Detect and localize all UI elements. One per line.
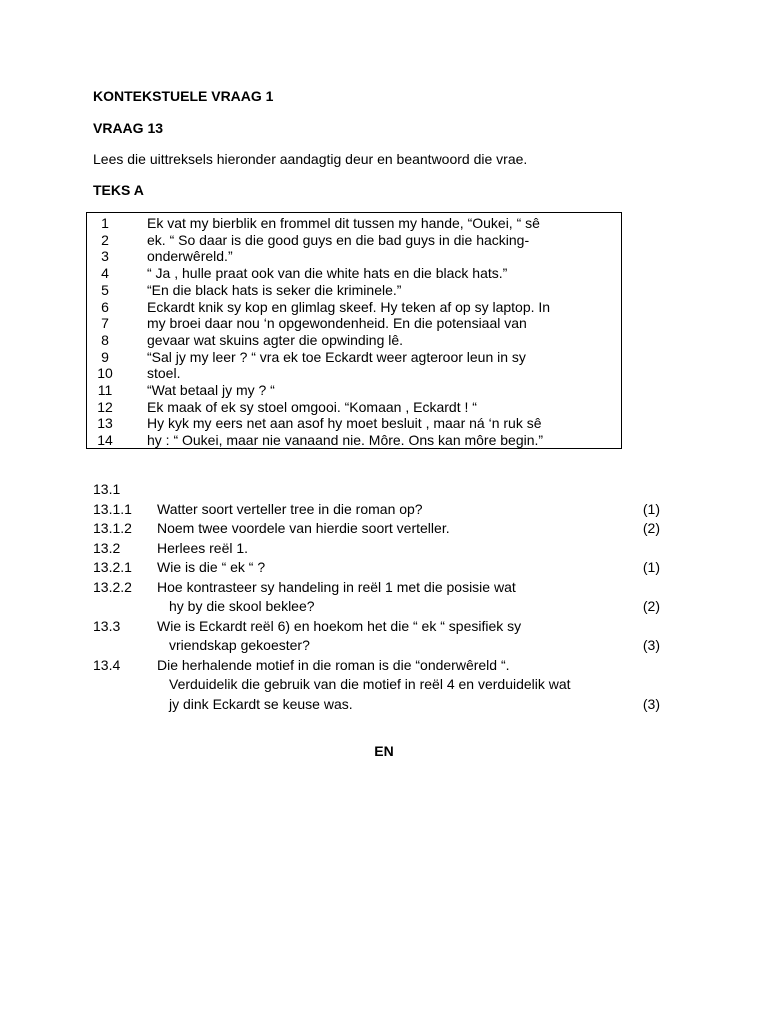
question-row: [93, 636, 668, 655]
question-row: [93, 500, 668, 519]
question-number: 13.2.1: [93, 559, 132, 575]
question-row: [93, 695, 668, 714]
line-text: hy : “ Oukei, maar nie vanaand nie. Môre. Ons kan môre begin.”: [147, 432, 544, 449]
question-number: 13.1.2: [93, 520, 132, 536]
line-number: 9: [101, 348, 109, 365]
line-text: Ek maak of ek sy stoel omgooi. “Komaan , Eckardt ! “: [147, 398, 477, 415]
line-text: “Wat betaal jy my ? “: [147, 382, 275, 398]
question-text: Hoe kontrasteer sy handeling in reël 1 met die posisie wat: [157, 578, 516, 595]
line-text: “En die black hats is seker die kriminele.”: [147, 281, 402, 298]
line-text: my broei daar nou ‘n opgewondenheid. En die potensiaal van: [147, 315, 527, 332]
question-text: Die herhalende motief in die roman is die “onderwêreld “.: [157, 656, 510, 673]
line-number: 7: [101, 315, 109, 332]
line-number: 8: [101, 331, 109, 348]
line-text: Eckardt knik sy kop en glimlag skeef. Hy teken af op sy laptop. In: [147, 298, 551, 315]
question-text: Wie is Eckardt reël 6) en hoekom het die “ ek “ spesifiek sy: [157, 617, 522, 634]
line-number: 12: [97, 398, 113, 415]
heading-question-13: VRAAG 13: [93, 120, 164, 136]
line-text: gevaar wat skuins agter die opwinding lê.: [147, 331, 404, 348]
question-row: [93, 558, 668, 577]
question-marks: (2): [642, 598, 660, 614]
line-text: “ Ja , hulle praat ook van die white hats en die black hats.”: [147, 265, 508, 282]
question-row: [93, 519, 668, 538]
instruction-text: Lees die uittreksels hieronder aandagtig deur en beantwoord die vrae.: [93, 151, 528, 167]
question-marks: (1): [642, 500, 660, 517]
question-row: [93, 617, 668, 636]
line-number: 1: [101, 215, 109, 231]
line-number: 11: [97, 382, 113, 398]
line-text: ek. “ So daar is die good guys en die bad guys in die hacking-: [147, 231, 530, 248]
line-number: 3: [101, 248, 109, 265]
question-row: [93, 675, 668, 694]
question-marks: (3): [642, 637, 660, 653]
question-text: Noem twee voordele van hierdie soort verteller.: [157, 520, 450, 536]
line-number: 14: [97, 432, 113, 449]
question-text: Herlees reël 1.: [157, 539, 249, 556]
heading-contextual-question: KONTEKSTUELE VRAAG 1: [93, 88, 274, 104]
question-number: 13.4: [93, 656, 121, 673]
question-number: 13.1.1: [93, 500, 132, 517]
line-text: “Sal jy my leer ? “ vra ek toe Eckardt weer agteroor leun in sy: [147, 348, 526, 365]
question-text: Watter soort verteller tree in die roman op?: [157, 500, 423, 517]
question-text: Verduidelik die gebruik van die motief in reël 4 en verduidelik wat: [169, 676, 571, 692]
question-number: 13.1: [93, 481, 121, 497]
line-number: 2: [101, 231, 109, 248]
line-text: Ek vat my bierblik en frommel dit tussen my hande, “Oukei, “ sê: [147, 215, 540, 231]
heading-text-a: TEKS A: [93, 182, 144, 198]
question-text: Wie is die “ ek “ ?: [157, 559, 266, 575]
question-number: 13.2: [93, 539, 121, 556]
line-text: onderwêreld.”: [147, 248, 233, 265]
footer-en: EN: [374, 743, 394, 759]
line-number: 13: [97, 415, 113, 432]
question-number: 13.2.2: [93, 578, 132, 595]
question-text: hy by die skool beklee?: [169, 598, 315, 614]
text-a-box: [86, 212, 622, 449]
line-number: 6: [101, 298, 109, 315]
line-number: 5: [101, 281, 109, 298]
line-number: 4: [101, 265, 109, 282]
question-marks: (3): [642, 695, 660, 712]
question-row: [93, 597, 668, 616]
question-number: 13.3: [93, 617, 121, 634]
question-text: jy dink Eckardt se keuse was.: [169, 695, 353, 712]
line-text: Hy kyk my eers net aan asof hy moet besluit , maar ná ‘n ruk sê: [147, 415, 542, 432]
question-marks: (2): [642, 520, 660, 536]
question-row: [93, 539, 668, 558]
question-row: [93, 656, 668, 675]
question-row: [93, 480, 668, 499]
question-text: vriendskap gekoester?: [169, 637, 310, 653]
question-row: [93, 578, 668, 597]
line-number: 10: [97, 365, 113, 382]
question-marks: (1): [642, 559, 660, 575]
line-text: stoel.: [147, 365, 181, 382]
